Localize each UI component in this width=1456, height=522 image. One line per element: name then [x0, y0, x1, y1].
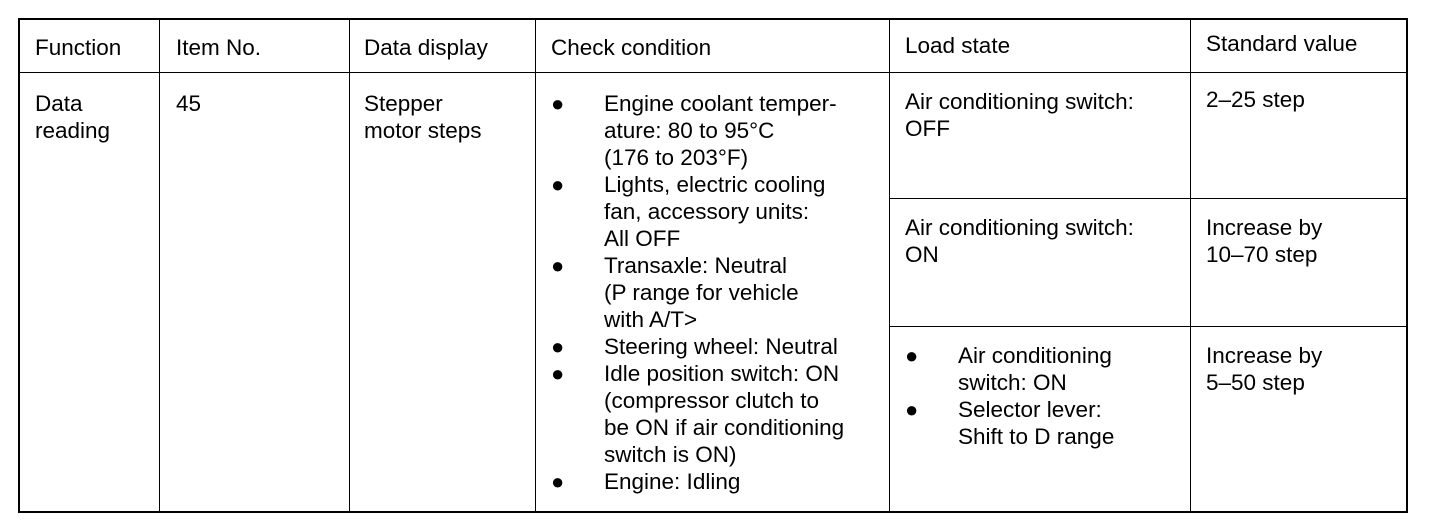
load-state-line: OFF	[905, 116, 950, 141]
check-condition-line: fan, accessory units:	[604, 199, 810, 224]
load-state-line: Air conditioning	[958, 343, 1112, 368]
standard-value-line: 10–70 step	[1206, 242, 1318, 267]
check-condition-line: (176 to 203°F)	[604, 145, 749, 170]
col-divider	[349, 20, 350, 511]
row-divider	[889, 198, 1406, 199]
check-condition-item	[551, 333, 886, 360]
check-condition-line: Idle position switch: ON	[604, 361, 840, 386]
bullet-icon: ●	[551, 469, 565, 494]
load-state-cell	[905, 88, 1134, 142]
check-condition-item	[551, 468, 886, 495]
bullet-icon: ●	[551, 91, 565, 116]
function-cell	[35, 90, 110, 144]
data-display-line: Stepper	[364, 91, 443, 116]
function-line: Data	[35, 91, 83, 116]
header-standard-value: Standard value	[1206, 31, 1358, 56]
item-number: 45	[176, 91, 202, 116]
check-condition-item	[551, 90, 886, 171]
bullet-icon: ●	[905, 343, 919, 368]
col-divider	[159, 20, 160, 511]
load-state-line: Selector lever:	[958, 397, 1102, 422]
header-load-state: Load state	[905, 33, 1011, 58]
check-condition-line: switch is ON)	[604, 442, 737, 467]
bullet-icon: ●	[551, 172, 565, 197]
load-state-cell	[905, 214, 1134, 268]
load-state-line: Shift to D range	[958, 424, 1115, 449]
bullet-icon: ●	[905, 397, 919, 422]
check-condition-line: ature: 80 to 95°C	[604, 118, 775, 143]
standard-value-line: 2–25 step	[1206, 87, 1305, 112]
check-condition-line: Engine: Idling	[604, 469, 741, 494]
spec-table	[18, 18, 1408, 513]
check-condition-list	[551, 90, 886, 495]
header-function: Function	[35, 35, 122, 60]
header-item-no: Item No.	[176, 35, 262, 60]
header-data-display: Data display	[364, 35, 488, 60]
check-condition-item	[551, 171, 886, 252]
standard-value-cell	[1206, 342, 1322, 396]
bullet-icon: ●	[551, 361, 565, 386]
check-condition-item	[551, 360, 886, 468]
check-condition-line: Steering wheel: Neutral	[604, 334, 838, 359]
header-check-condition: Check condition	[551, 35, 712, 60]
load-state-cell	[905, 342, 1185, 450]
check-condition-line: (compressor clutch to	[604, 388, 820, 413]
col-divider	[535, 20, 536, 511]
check-condition-line: with A/T>	[604, 307, 698, 332]
data-display-cell	[364, 90, 482, 144]
data-display-line: motor steps	[364, 118, 482, 143]
bullet-icon: ●	[551, 253, 565, 278]
standard-value-cell	[1206, 214, 1322, 268]
load-state-item	[905, 396, 1185, 450]
load-state-line: Air conditioning switch:	[905, 89, 1134, 114]
check-condition-item	[551, 252, 886, 333]
check-condition-line: Lights, electric cooling	[604, 172, 826, 197]
load-state-item	[905, 342, 1185, 396]
check-condition-line: All OFF	[604, 226, 681, 251]
load-state-line: switch: ON	[958, 370, 1067, 395]
load-state-line: ON	[905, 242, 939, 267]
check-condition-line: Transaxle: Neutral	[604, 253, 787, 278]
check-condition-line: Engine coolant temper-	[604, 91, 837, 116]
standard-value-cell	[1206, 86, 1305, 113]
bullet-icon: ●	[551, 334, 565, 359]
check-condition-line: (P range for vehicle	[604, 280, 799, 305]
col-divider	[889, 20, 890, 511]
check-condition-line: be ON if air conditioning	[604, 415, 845, 440]
col-divider	[1190, 20, 1191, 511]
function-line: reading	[35, 118, 111, 143]
row-divider	[889, 326, 1406, 327]
standard-value-line: Increase by	[1206, 215, 1323, 240]
standard-value-line: Increase by	[1206, 343, 1323, 368]
load-state-line: Air conditioning switch:	[905, 215, 1134, 240]
header-divider	[20, 72, 1406, 73]
standard-value-line: 5–50 step	[1206, 370, 1305, 395]
